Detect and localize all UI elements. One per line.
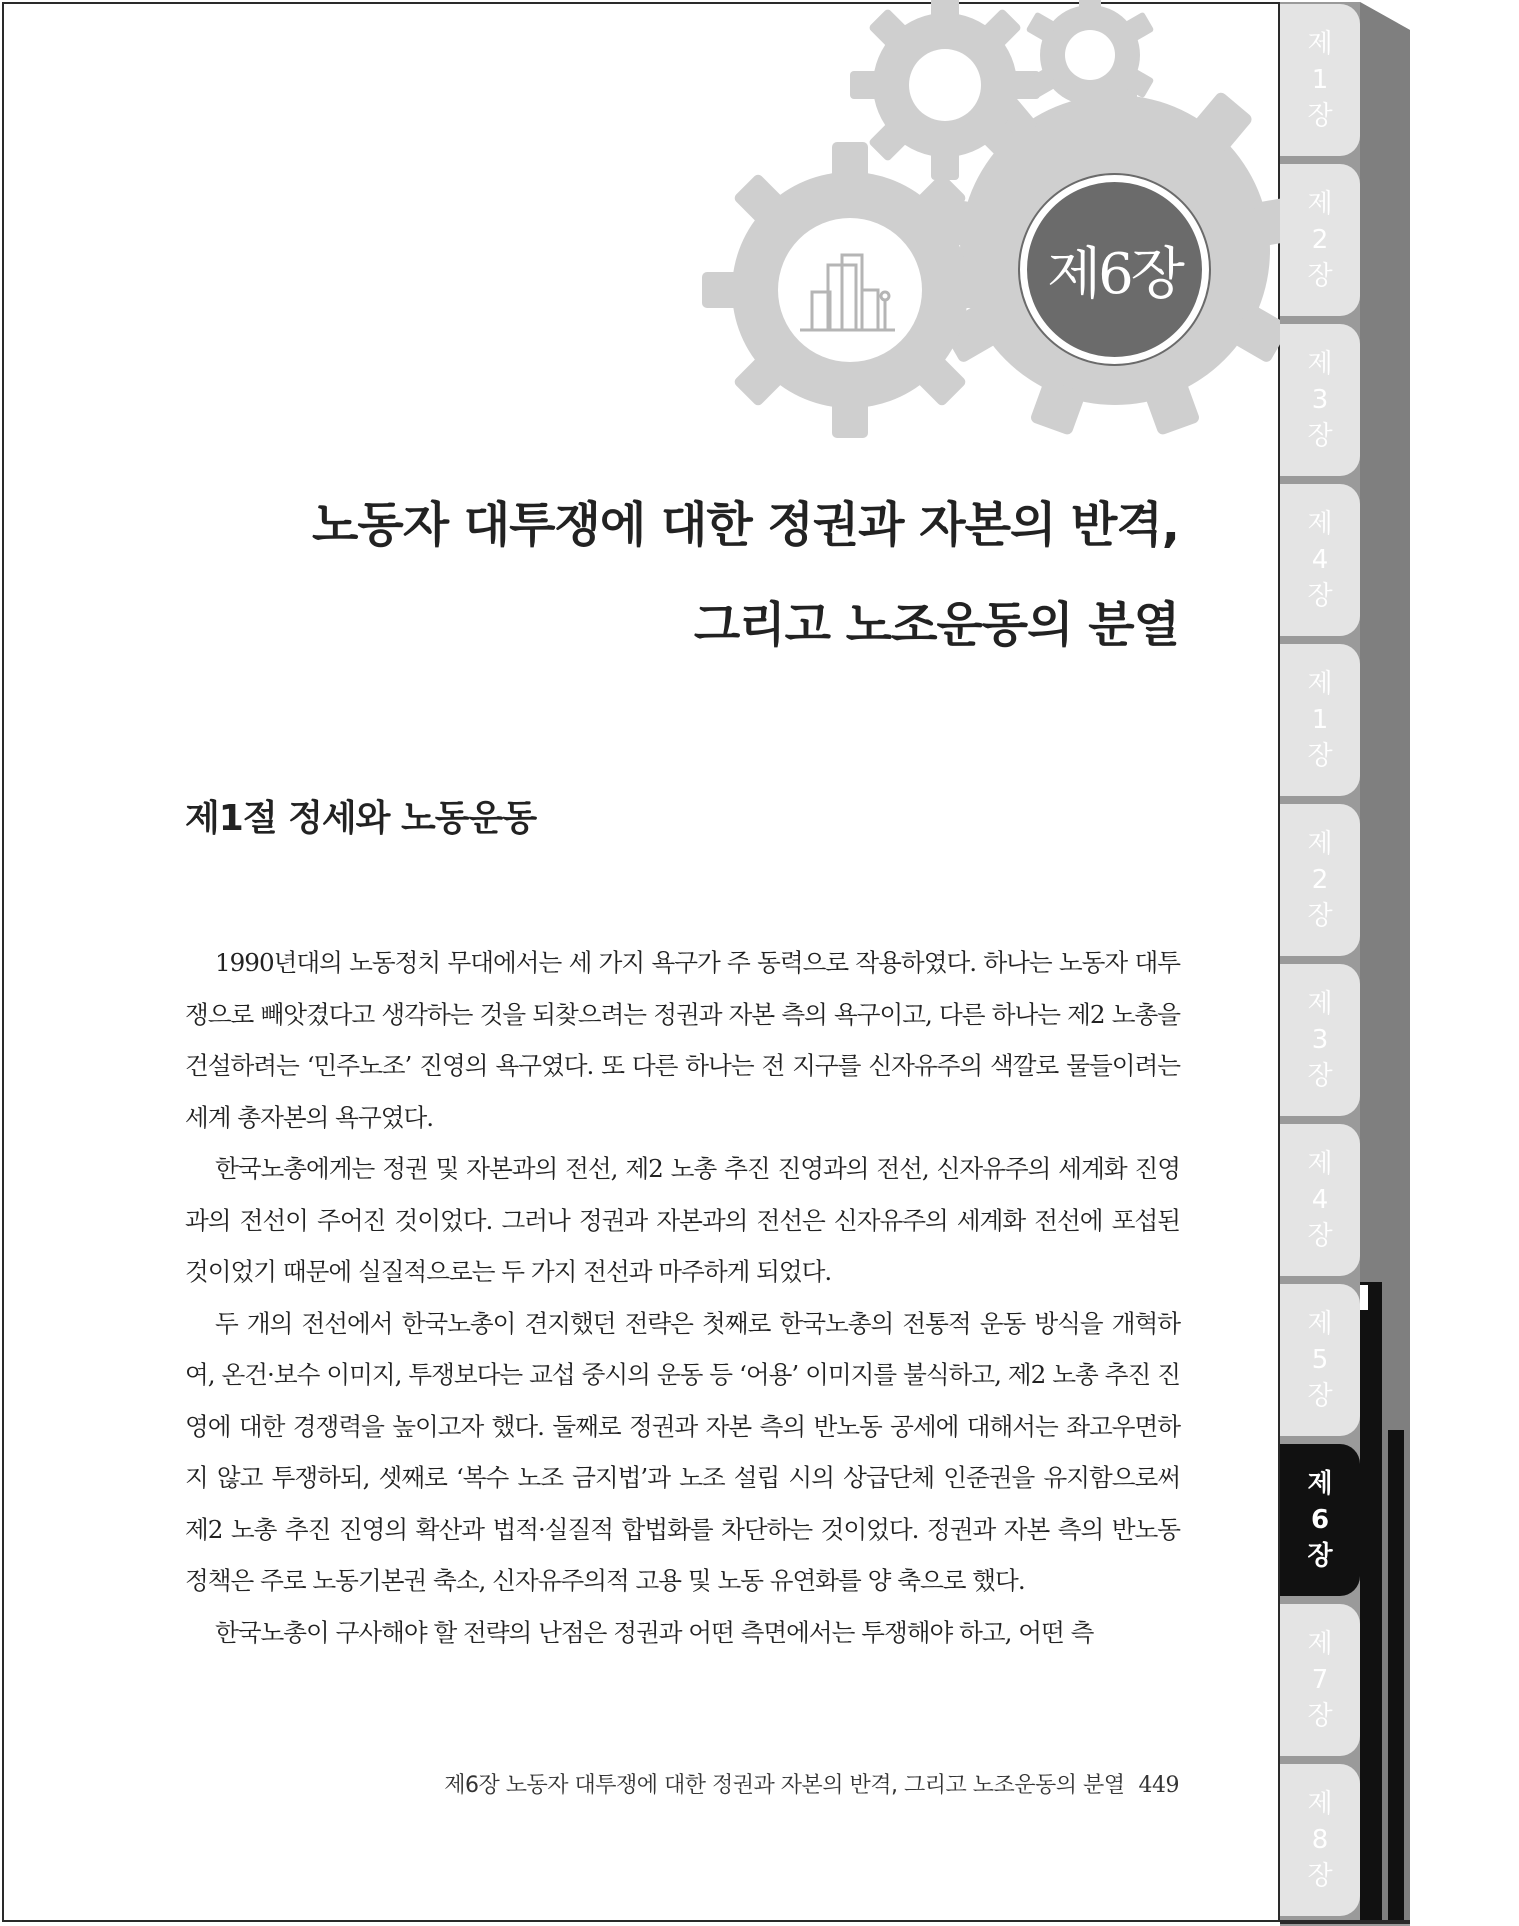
- tab-chapter-2[interactable]: 제 2 장: [1280, 164, 1360, 316]
- tab-chapter-4b[interactable]: 제 4 장: [1280, 1124, 1360, 1276]
- chapter-title-line2: 그리고 노조운동의 분열: [693, 597, 1179, 653]
- running-title: 제6장 노동자 대투쟁에 대한 정권과 자본의 반격, 그리고 노조운동의 분열: [444, 1773, 1125, 1798]
- tab-chapter-2b[interactable]: 제 2 장: [1280, 804, 1360, 956]
- chapter-tabs: [1280, 0, 1360, 1926]
- chapter-title-line1: 노동자 대투쟁에 대한 정권과 자본의 반격,: [311, 497, 1179, 553]
- tab-chapter-3b[interactable]: 제 3 장: [1280, 964, 1360, 1116]
- body-text: [185, 937, 1180, 1658]
- paragraph: 한국노총에게는 정권 및 자본과의 전선, 제2 노총 추진 진영과의 전선, 신자유주의 세계화 진영과의 전선이 주어진 것이었다. 그러나 정권과 자본과의 전선은 신자유주의 세계화 전선에 포섭된 것이었기 때문에 실질적으로는 두 가지 전선과 마주하게 되었다.: [185, 1154, 1180, 1286]
- page-footer: [444, 1768, 1179, 1799]
- tab-chapter-6-active[interactable]: 제 6 장: [1280, 1444, 1360, 1596]
- tab-chapter-1[interactable]: 제 1 장: [1280, 4, 1360, 156]
- paragraph: 두 개의 전선에서 한국노총이 견지했던 전략은 첫째로 한국노총의 전통적 운동 방식을 개혁하여, 온건·보수 이미지, 투쟁보다는 교섭 중시의 운동 등 ‘어용’ 이미지를 불식하고, 제2 노총 추진 진영에 대한 경쟁력을 높이고자 했다. 둘째로 정권과 자본 측의 반노동 공세에 대해서는 좌고우면하지 않고 투쟁하되, 셋째로 ‘복수 노조 금지법’과 노조 설립 시의 상급단체 인준권을 유지함으로써 제2 노총 추진 진영의 확산과 법적·실질적 합법화를 차단하는 것이었다. 정권과 자본 측의 반노동 정책은 주로 노동기본권 축소, 신자유주의적 고용 및 노동 유연화를 양 축으로 했다.: [185, 1308, 1180, 1595]
- chapter-title: [312, 475, 1179, 675]
- page-number: 449: [1138, 1773, 1179, 1798]
- paragraph: 한국노총이 구사해야 할 전략의 난점은 정권과 어떤 측면에서는 투쟁해야 하고, 어떤 측: [215, 1617, 1094, 1647]
- paragraph: 1990년대의 노동정치 무대에서는 세 가지 욕구가 주 동력으로 작용하였다. 하나는 노동자 대투쟁으로 빼앗겼다고 생각하는 것을 되찾으려는 정권과 자본 측의 욕구이고, 다른 하나는 제2 노총을 건설하려는 ‘민주노조’ 진영의 욕구였다. 또 다른 하나는 전 지구를 신자유주의 색깔로 물들이려는 세계 총자본의 욕구였다.: [185, 948, 1180, 1132]
- tab-chapter-1b[interactable]: 제 1 장: [1280, 644, 1360, 796]
- tab-chapter-3[interactable]: 제 3 장: [1280, 324, 1360, 476]
- tab-chapter-5[interactable]: 제 5 장: [1280, 1284, 1360, 1436]
- chapter-badge: 제6장: [1020, 175, 1209, 364]
- tab-chapter-7[interactable]: 제 7 장: [1280, 1604, 1360, 1756]
- tab-chapter-4[interactable]: 제 4 장: [1280, 484, 1360, 636]
- tab-chapter-8[interactable]: 제 8 장: [1280, 1764, 1360, 1916]
- section-heading: 제1절 정세와 노동운동: [185, 798, 537, 839]
